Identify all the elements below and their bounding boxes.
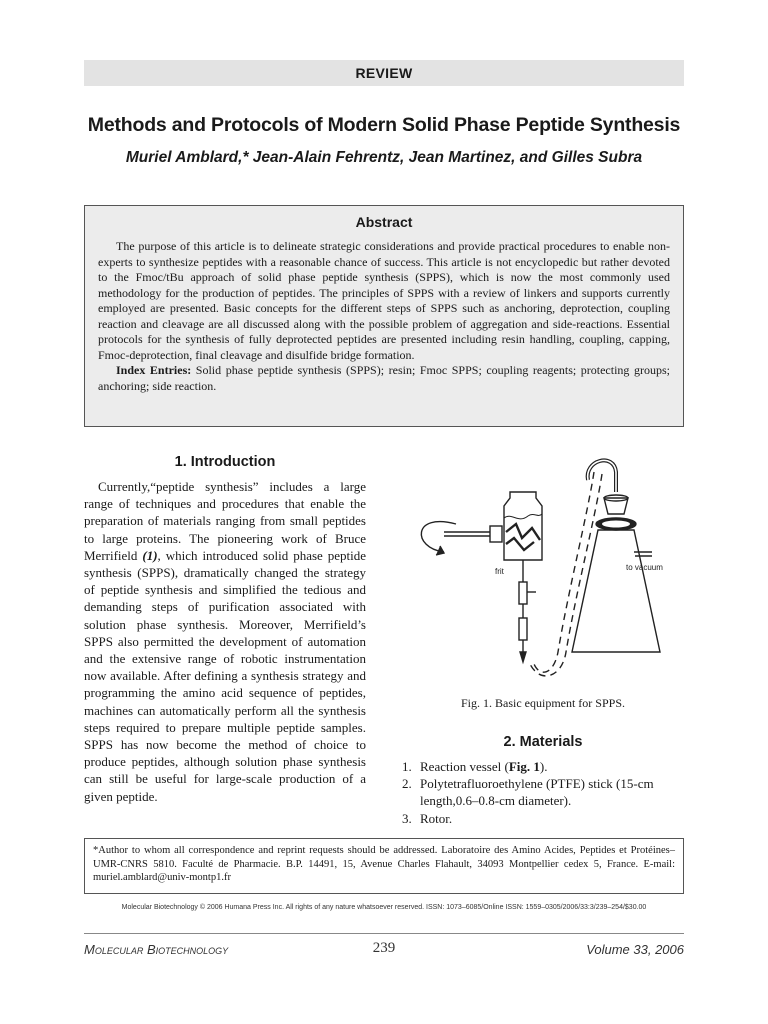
materials-section [402,734,684,827]
list-item: 2. Polytetrafluoroethylene (PTFE) stick (15-cm length,0.6–0.8-cm diameter). [402,776,654,809]
label-to-vacuum: to vacuum [626,563,663,572]
introduction-section [84,454,366,805]
footer-volume: Volume 33, 2006 [586,942,684,957]
figure-1-caption: Fig. 1. Basic equipment for SPPS. [460,696,625,710]
reference-1: (1) [142,547,158,563]
figure-1 [398,452,688,692]
abstract-text: The purpose of this article is to delineate strategic considerations and provide practical procedures to enable non-experts to synthesize peptides with a reasonable chance of success. This article is not encyclopedic but rather devoted to the Fmoc/tBu approach of solid phase peptide synthesis (SPPS), which is now the most commonly used methodology for the production of peptides. The principles of SPPS with a review of linkers and supports currently employed are presented. Basic concepts for the different steps of SPPS such as anchoring, deprotection, coupling reaction and cleavage are all discussed along with the possible problem of aggregation and side-reactions. Essential protocols for the synthesis of fully deprotected peptides are presented including resin handling, coupling, capping, Fmoc-deprotection, final cleavage and disulfide bridge formation. [98,239,670,362]
list-item: 1. Reaction vessel (Fig. 1). [402,759,548,774]
section-label-band [84,60,684,86]
vacuum-tube [534,472,594,672]
page-number: 239 [372,940,396,956]
article-authors: Muriel Amblard,* Jean-Alain Fehrentz, Jean Martinez, and Gilles Subra [125,149,643,166]
footer-divider [84,933,684,934]
abstract-heading: Abstract [355,214,413,230]
materials-list [402,758,684,827]
index-entries-text: Solid phase peptide synthesis (SPPS); resin; Fmoc SPPS; coupling reagents; protecting groups; anchoring; side reaction. [98,363,670,393]
index-entries [98,363,670,394]
introduction-text-part-2: , which introduced solid phase peptide synthesis (SPPS), dramatically changed the strategy of peptide synthesis and simplified the tedious and demanding steps of purification associated with solution phase synthesis. Moreover, Merrifield’s SPPS also permitted the development of automation and the extensive range of robotic instrumentation now available. After defining a synthesis strategy and programming the amino acid sequence of peptides, machines can automatically perform all the synthesis steps required to prepare multiple peptide samples. SPPS has now become the method of choice to produce peptides, although solution phase synthesis can still be useful for large-scale production of a given peptide. [84,547,367,804]
index-entries-label: Index Entries: [116,363,192,377]
label-frit: frit [495,567,504,576]
correspondence-footnote: *Author to whom all correspondence and reprint requests should be addressed. Laboratoire des Amino Acides, Peptides et Protéines–UMR-CNRS 5810. Faculté de Pharmacie. B.P. 14491, 15, Avenue Charles Flahault, 34093 Montpellier cedex 5, France. E-mail: muriel.amblard@univ-montp1.fr [84,838,684,894]
article-title: Methods and Protocols of Modern Solid Phase Peptide Synthesis [87,114,681,136]
list-item: 3. Rotor. [402,810,453,826]
copyright-line: Molecular Biotechnology © 2006 Humana Press Inc. All rights of any nature whatsoever reserved. ISSN: 1073–6085/Online ISSN: 1559–0305/2006/33:3/239–254/$30.00 [121,904,647,911]
introduction-text [84,478,366,805]
introduction-heading: 1. Introduction [174,454,276,470]
materials-heading: 2. Materials [503,734,583,750]
introduction-text-part-1: Currently,“peptide synthesis” includes a large range of techniques and procedures that enable the preparation of materials ranging from small peptides to large proteins. The pioneering work of Bruce Merrifield [84,479,366,563]
suction-flask [572,530,660,652]
spps-apparatus-illustration [398,452,688,692]
abstract-box [84,205,684,427]
section-label: REVIEW [355,65,413,81]
rotation-arrow [421,522,456,552]
footer-journal-name: Molecular Biotechnology [84,942,229,957]
